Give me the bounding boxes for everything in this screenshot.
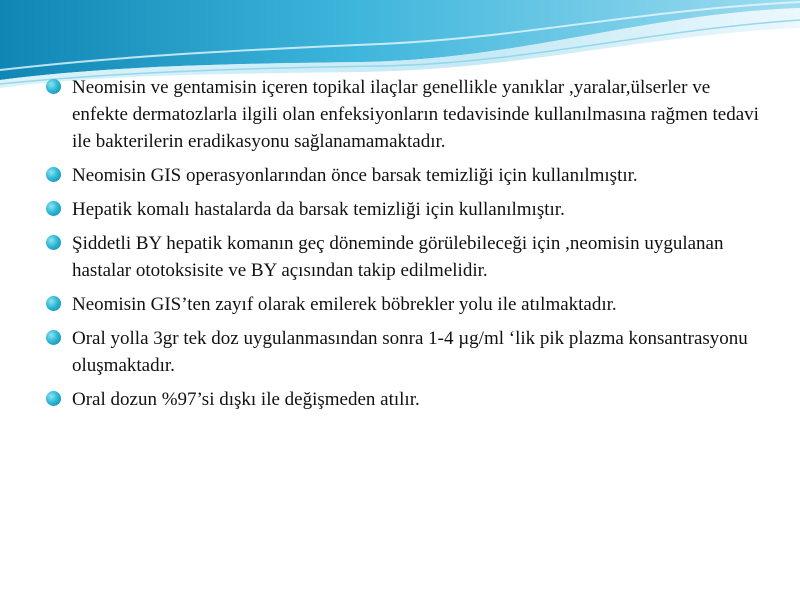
- bullet-text: Şiddetli BY hepatik komanın geç döneminde görülebileceği için ,neomisin uygulanan hastalar ototoksisite ve BY açısından takip edilmelidir.: [72, 233, 724, 281]
- bullet-dot-icon: [46, 391, 61, 406]
- bullet-text: Oral dozun %97’si dışkı ile değişmeden atılır.: [72, 389, 420, 410]
- list-item: [46, 230, 766, 284]
- bullet-dot-icon: [46, 201, 61, 216]
- bullet-dot-icon: [46, 235, 61, 250]
- list-item: [46, 386, 766, 413]
- bullet-text: Hepatik komalı hastalarda da barsak temizliği için kullanılmıştır.: [72, 199, 565, 220]
- bullet-text: Neomisin GIS operasyonlarından önce barsak temizliği için kullanılmıştır.: [72, 165, 638, 186]
- bullet-dot-icon: [46, 296, 61, 311]
- bullet-dot-icon: [46, 79, 61, 94]
- bullet-text: Oral yolla 3gr tek doz uygulanmasından sonra 1-4 µg/ml ‘lik pik plazma konsantrasyonu oluşmaktadır.: [72, 328, 748, 376]
- list-item: [46, 74, 766, 155]
- list-item: [46, 291, 766, 318]
- list-item: [46, 196, 766, 223]
- list-item: [46, 162, 766, 189]
- bullet-text: Neomisin ve gentamisin içeren topikal ilaçlar genellikle yanıklar ,yaralar,ülserler ve enfekte dermatozlarla ilgili olan enfeksiyonların tedavisinde kullanılmasına rağmen tedavi ile bakterilerin eradikasyonu sağlanamamaktadır.: [72, 77, 759, 152]
- list-item: [46, 325, 766, 379]
- bullet-dot-icon: [46, 167, 61, 182]
- bullet-text: Neomisin GIS’ten zayıf olarak emilerek böbrekler yolu ile atılmaktadır.: [72, 294, 617, 315]
- bullet-dot-icon: [46, 330, 61, 345]
- bullet-list: [46, 74, 766, 420]
